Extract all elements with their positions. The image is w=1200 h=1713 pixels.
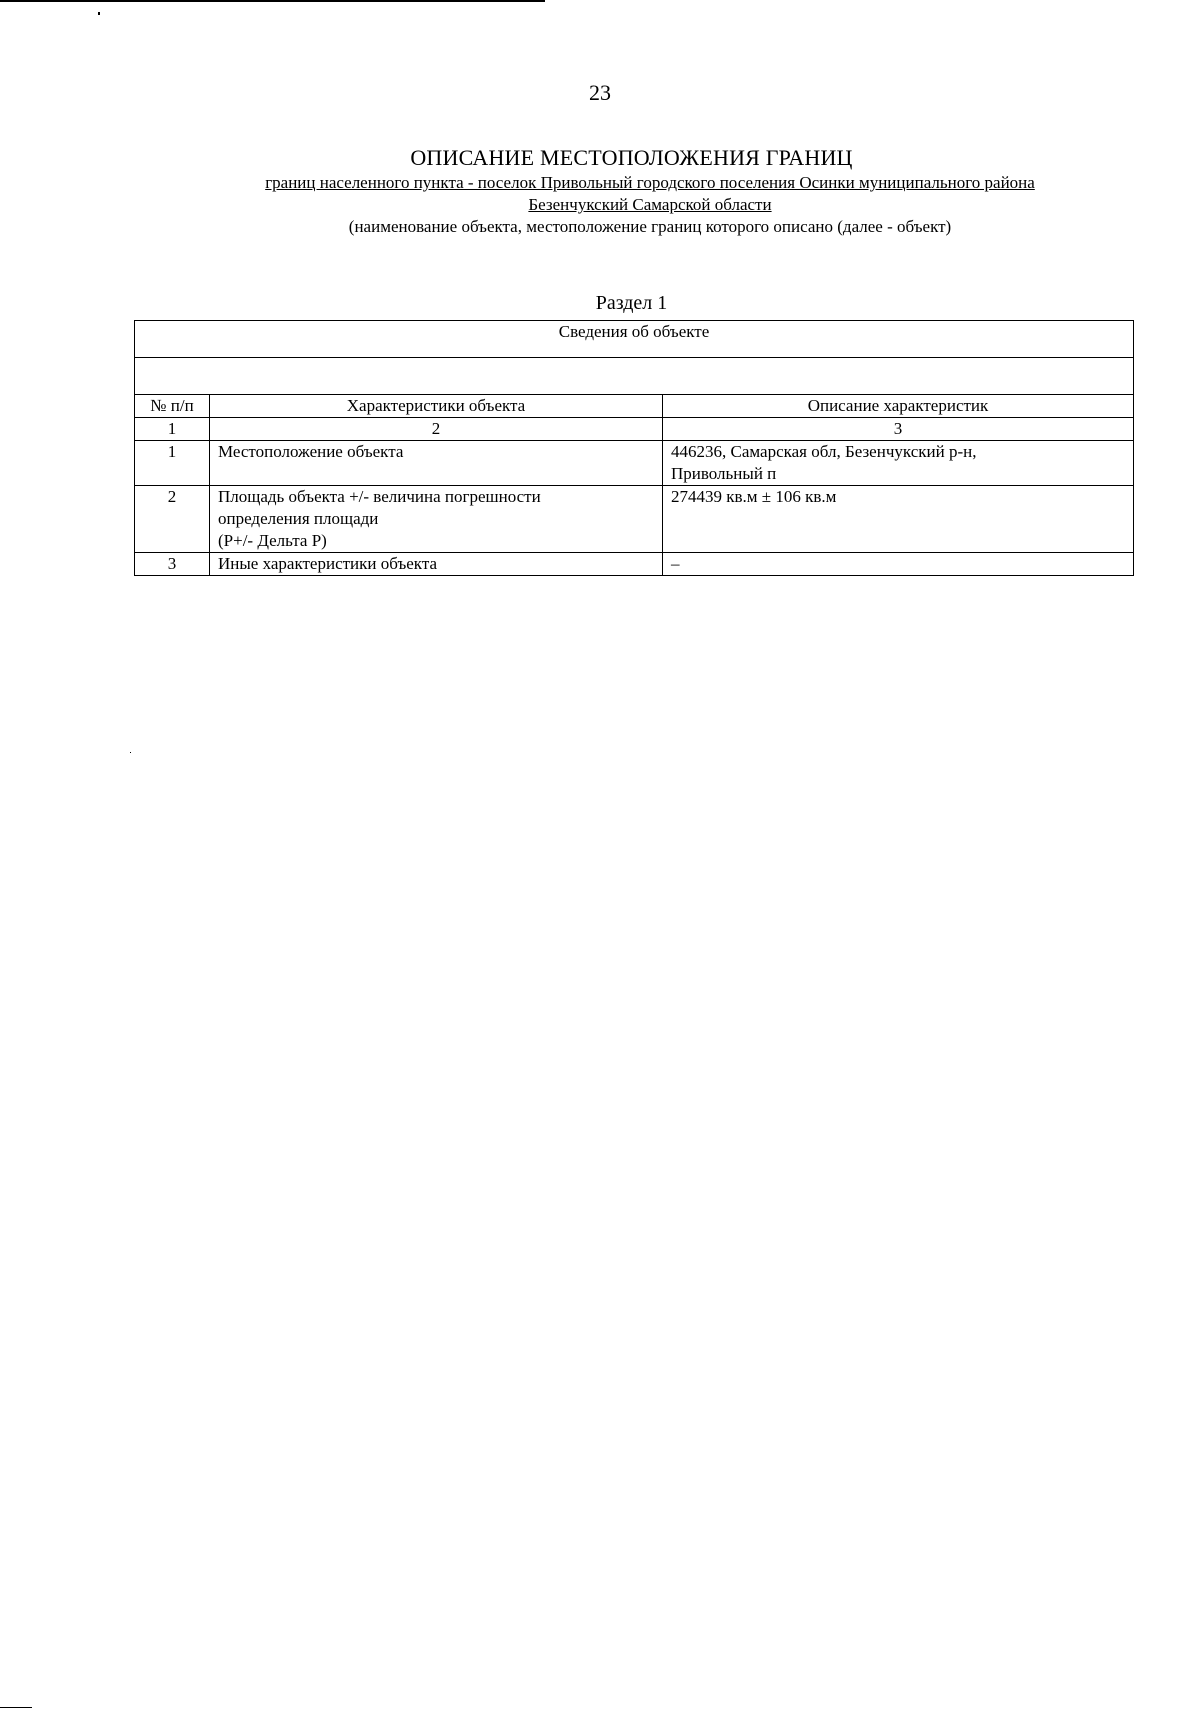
row-description [663, 441, 1134, 486]
scan-artifact-left-dot [130, 752, 131, 753]
column-number-2: 2 [210, 418, 663, 441]
row-num: 1 [135, 441, 210, 486]
column-number-1: 1 [135, 418, 210, 441]
row-characteristic-line-2: определения площади [218, 509, 379, 528]
object-name-caption: (наименование объекта, местоположение границ которого описано (далее - объект) [348, 217, 952, 236]
object-name-line-1: границ населенного пункта - поселок Привольный городского поселения Осинки муниципального района [265, 173, 1035, 192]
table-empty-cell [135, 358, 1134, 395]
object-name-block [150, 172, 1150, 238]
header-characteristic: Характеристики объекта [210, 395, 663, 418]
table-row [135, 441, 1134, 486]
header-description: Описание характеристик [663, 395, 1134, 418]
table-empty-row [135, 358, 1134, 395]
row-characteristic-line-3: (Р+/- Дельта Р) [218, 531, 327, 550]
scan-artifact-bottom-left-line [0, 1707, 32, 1708]
row-characteristic-line-1: Площадь объекта +/- величина погрешности [218, 487, 541, 506]
section-title: Раздел 1 [595, 292, 668, 314]
row-description-line-2: Привольный п [671, 464, 777, 483]
document-title: ОПИСАНИЕ МЕСТОПОЛОЖЕНИЯ ГРАНИЦ [410, 145, 853, 170]
row-characteristic [210, 486, 663, 553]
scan-artifact-top-line [0, 0, 545, 2]
row-num: 2 [135, 486, 210, 553]
table-title-row [135, 321, 1134, 358]
table-row [135, 486, 1134, 553]
row-characteristic: Иные характеристики объекта [210, 553, 663, 576]
object-name-line-2: Безенчукский Самарской области [528, 195, 772, 214]
table-title: Сведения об объекте [135, 321, 1134, 358]
column-number-3: 3 [663, 418, 1134, 441]
scan-artifact-top-dot [98, 12, 100, 15]
page-number: 23 [589, 80, 611, 105]
table-row [135, 553, 1134, 576]
table-column-number-row [135, 418, 1134, 441]
header-num: № п/п [135, 395, 210, 418]
table-header-row [135, 395, 1134, 418]
row-description: 274439 кв.м ± 106 кв.м [663, 486, 1134, 553]
row-description-line-1: 446236, Самарская обл, Безенчукский р-н, [671, 442, 977, 461]
row-num: 3 [135, 553, 210, 576]
row-characteristic: Местоположение объекта [210, 441, 663, 486]
object-info-table [134, 320, 1134, 576]
row-description: – [663, 553, 1134, 576]
